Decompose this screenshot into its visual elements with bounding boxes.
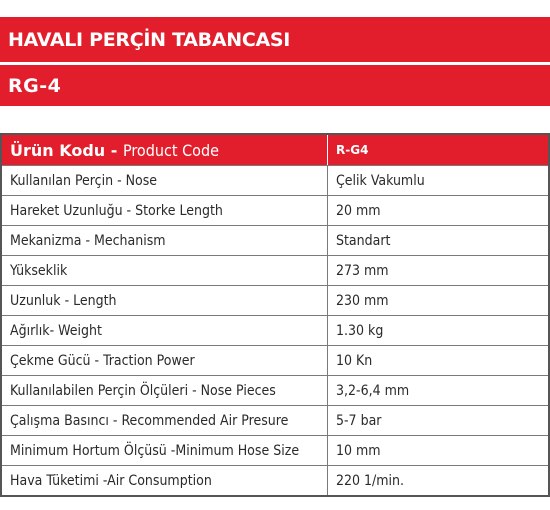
row-value: 10 mm: [328, 436, 550, 466]
table-row: [1, 166, 549, 196]
table-row: [1, 256, 549, 286]
row-value: 20 mm: [328, 196, 550, 226]
row-label: Hareket Uzunluğu - Storke Length: [1, 196, 328, 226]
row-label: Mekanizma - Mechanism: [1, 226, 328, 256]
table-row: [1, 466, 549, 497]
row-value: 273 mm: [328, 256, 550, 286]
table-row: [1, 346, 549, 376]
row-value: Standart: [328, 226, 550, 256]
table-row: [1, 406, 549, 436]
table-row: [1, 376, 549, 406]
row-label: Kullanılabilen Perçin Ölçüleri - Nose Pieces: [1, 376, 328, 406]
spec-table: [0, 133, 550, 497]
table-row: [1, 286, 549, 316]
product-title: HAVALI PERÇİN TABANCASI: [8, 28, 291, 51]
table-row: [1, 196, 549, 226]
row-label: Çalışma Basıncı - Recommended Air Presure: [1, 406, 328, 436]
table-row: [1, 436, 549, 466]
row-value: 3,2-6,4 mm: [328, 376, 550, 406]
spec-table-header: [1, 134, 549, 166]
header-value-cell: [328, 134, 550, 166]
row-label: Hava Tüketimi -Air Consumption: [1, 466, 328, 497]
row-label: Uzunluk - Length: [1, 286, 328, 316]
row-label: Kullanılan Perçin - Nose: [1, 166, 328, 196]
product-code: R-G4: [336, 143, 369, 157]
table-row: [1, 226, 549, 256]
header-label-tr: Ürün Kodu -: [10, 140, 123, 160]
product-title-banner: [0, 17, 550, 62]
model-name: RG-4: [8, 74, 62, 97]
model-banner: [0, 65, 550, 106]
row-label: Çekme Gücü - Traction Power: [1, 346, 328, 376]
row-label: Ağırlık- Weight: [1, 316, 328, 346]
row-value: 1.30 kg: [328, 316, 550, 346]
header-label-en: Product Code: [122, 140, 219, 160]
row-value: Çelik Vakumlu: [328, 166, 550, 196]
row-value: 230 mm: [328, 286, 550, 316]
row-value: 10 Kn: [328, 346, 550, 376]
header-label-cell: [1, 134, 328, 166]
row-value: 220 1/min.: [328, 466, 550, 497]
row-label: Minimum Hortum Ölçüsü -Minimum Hose Size: [1, 436, 328, 466]
table-row: [1, 316, 549, 346]
row-label: Yükseklik: [1, 256, 328, 286]
row-value: 5-7 bar: [328, 406, 550, 436]
